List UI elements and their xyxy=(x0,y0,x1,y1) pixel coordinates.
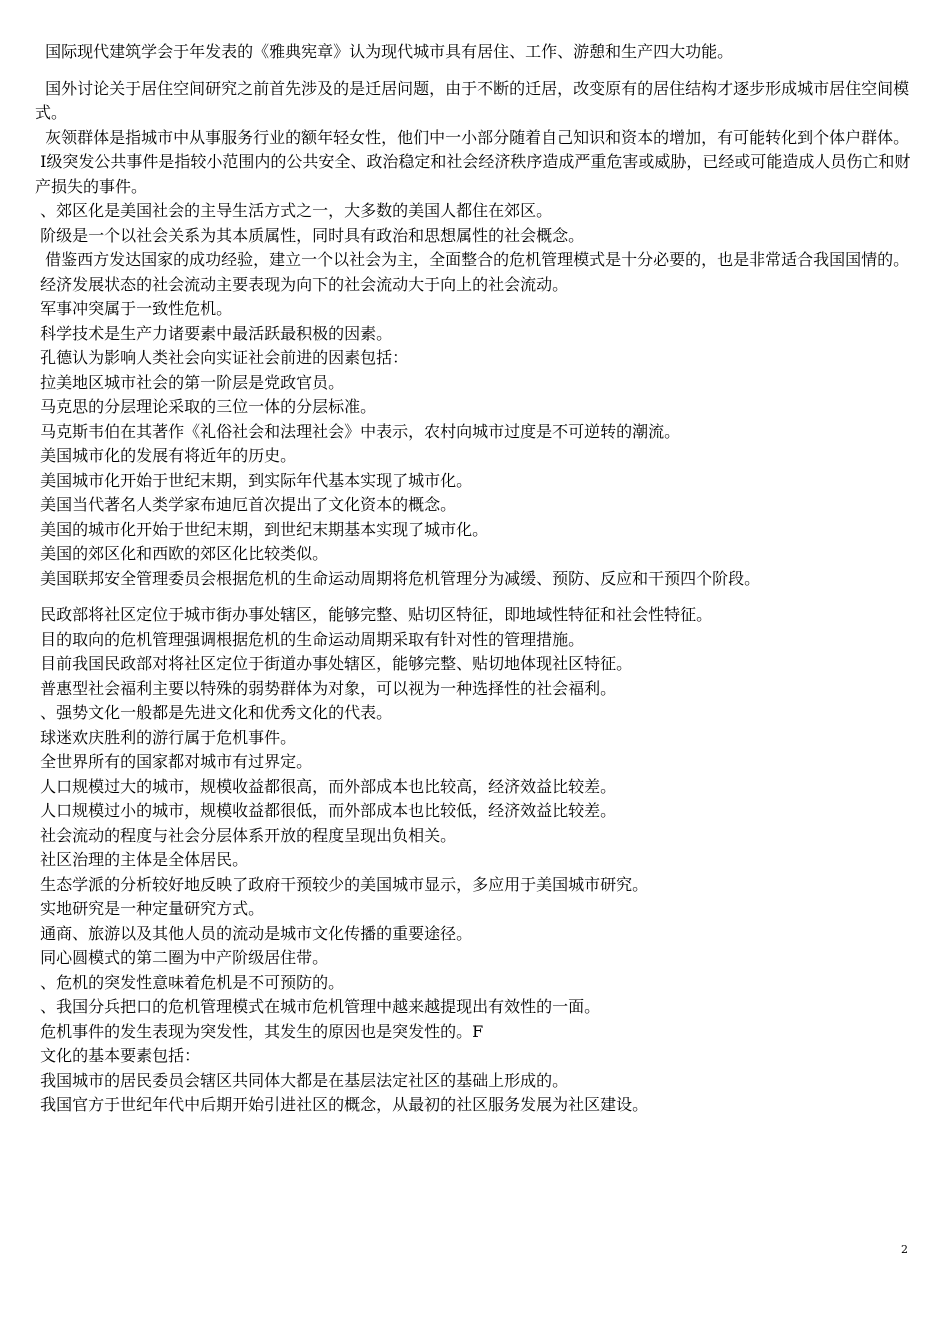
paragraph: 人口规模过大的城市，规模收益都很高，而外部成本也比较高，经济效益比较差。 xyxy=(35,776,617,796)
paragraph: 军事冲突属于一致性危机。 xyxy=(35,299,233,318)
paragraph: 危机事件的发生表现为突发性，其发生的原因也是突发性的。F xyxy=(35,1021,484,1041)
paragraph: 实地研究是一种定量研究方式。 xyxy=(35,899,265,918)
paragraph: 球迷欢庆胜利的游行属于危机事件。 xyxy=(35,727,297,747)
paragraph: 、强势文化一般都是先进文化和优秀文化的代表。 xyxy=(35,703,393,722)
paragraph: 科学技术是生产力诸要素中最活跃最积极的因素。 xyxy=(35,323,393,343)
paragraph: 国外讨论关于居住空间研究之前首先涉及的是迁居问题，由于不断的迁居，改变原有的居住结构才逐步形成城市居住空间模式。 xyxy=(35,78,910,122)
paragraph: 全世界所有的国家都对城市有过界定。 xyxy=(35,752,313,771)
paragraph: 民政部将社区定位于城市街办事处辖区，能够完整、贴切区特征，即地域性特征和社会性特征。 xyxy=(35,605,713,624)
paragraph: 阶级是一个以社会关系为其本质属性，同时具有政治和思想属性的社会概念。 xyxy=(35,225,585,245)
paragraph: 文化的基本要素包括： xyxy=(35,1046,201,1065)
paragraph: 社会流动的程度与社会分层体系开放的程度呈现出负相关。 xyxy=(35,825,457,845)
paragraph: 拉美地区城市社会的第一阶层是党政官员。 xyxy=(35,372,345,392)
paragraph: 目的取向的危机管理强调根据危机的生命运动周期采取有针对性的管理措施。 xyxy=(35,629,585,649)
paragraph: 马克斯韦伯在其著作《礼俗社会和法理社会》中表示，农村向城市过度是不可逆转的潮流。 xyxy=(35,421,681,441)
paragraph: 借鉴西方发达国家的成功经验，建立一个以社会为主，全面整合的危机管理模式是十分必要的，也是非常适合我国国情的。 xyxy=(35,250,910,269)
page-number: 2 xyxy=(901,1243,908,1256)
paragraph: 、郊区化是美国社会的主导生活方式之一，大多数的美国人都住在郊区。 xyxy=(35,201,553,220)
paragraph: 经济发展状态的社会流动主要表现为向下的社会流动大于向上的社会流动。 xyxy=(35,274,569,294)
paragraph: 人口规模过小的城市，规模收益都很低，而外部成本也比较低，经济效益比较差。 xyxy=(35,801,617,820)
paragraph: 同心圆模式的第二圈为中产阶级居住带。 xyxy=(35,948,329,967)
paragraph: 我国城市的居民委员会辖区共同体大都是在基层法定社区的基础上形成的。 xyxy=(35,1070,569,1090)
paragraph: 生态学派的分析较好地反映了政府干预较少的美国城市显示，多应用于美国城市研究。 xyxy=(35,874,649,894)
paragraph: 国际现代建筑学会于年发表的《雅典宪章》认为现代城市具有居住、工作、游憩和生产四大功能。 xyxy=(35,42,734,61)
paragraph: 孔德认为影响人类社会向实证社会前进的因素包括： xyxy=(35,348,409,367)
paragraph: 马克思的分层理论采取的三位一体的分层标准。 xyxy=(35,397,377,416)
paragraph: 普惠型社会福利主要以特殊的弱势群体为对象，可以视为一种选择性的社会福利。 xyxy=(35,678,617,698)
paragraph: 美国城市化的发展有将近年的历史。 xyxy=(35,446,297,465)
paragraph: 灰领群体是指城市中从事服务行业的额年轻女性，他们中一小部分随着自己知识和资本的增加，有可能转化到个体户群体。 xyxy=(35,127,910,147)
paragraph: 社区治理的主体是全体居民。 xyxy=(35,850,249,869)
paragraph: 美国联邦安全管理委员会根据危机的生命运动周期将危机管理分为减缓、预防、反应和干预四个阶段。 xyxy=(35,568,761,588)
paragraph: 目前我国民政部对将社区定位于街道办事处辖区，能够完整、贴切地体现社区特征。 xyxy=(35,654,633,673)
paragraph: 美国当代著名人类学家布迪厄首次提出了文化资本的概念。 xyxy=(35,495,457,514)
paragraph: 、我国分兵把口的危机管理模式在城市危机管理中越来越提现出有效性的一面。 xyxy=(35,997,601,1016)
paragraph: 美国的郊区化和西欧的郊区化比较类似。 xyxy=(35,544,329,563)
paragraph: 通商、旅游以及其他人员的流动是城市文化传播的重要途径。 xyxy=(35,923,473,943)
document-body xyxy=(35,40,913,1118)
paragraph: 美国的城市化开始于世纪末期，到世纪末期基本实现了城市化。 xyxy=(35,519,489,539)
paragraph: 、危机的突发性意味着危机是不可预防的。 xyxy=(35,972,345,992)
paragraph: 我国官方于世纪年代中后期开始引进社区的概念，从最初的社区服务发展为社区建设。 xyxy=(35,1095,649,1114)
paragraph: 美国城市化开始于世纪末期，到实际年代基本实现了城市化。 xyxy=(35,470,473,490)
paragraph: I级突发公共事件是指较小范围内的公共安全、政治稳定和社会经济秩序造成严重危害或威胁，已经或可能造成人员伤亡和财产损失的事件。 xyxy=(35,152,911,196)
